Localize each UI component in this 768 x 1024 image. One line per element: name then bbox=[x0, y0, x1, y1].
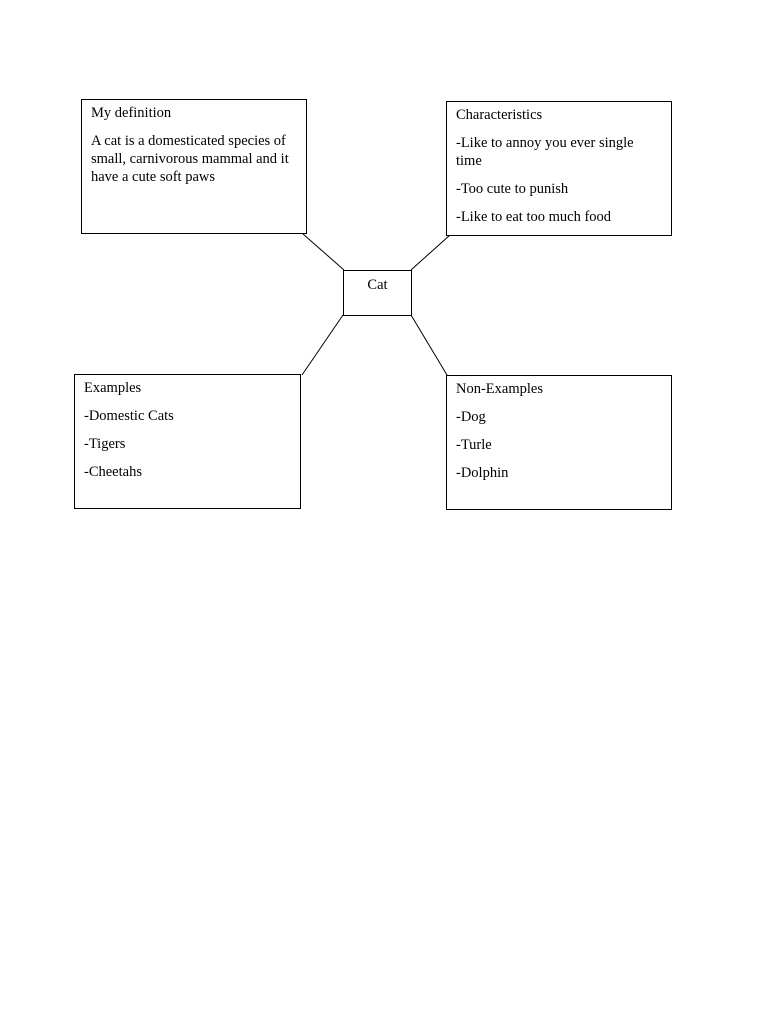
definition-box bbox=[81, 99, 307, 234]
examples-title: Examples bbox=[84, 380, 142, 396]
example-item: -Domestic Cats bbox=[84, 408, 174, 424]
characteristic-item: -Like to annoy you ever single time bbox=[456, 135, 634, 169]
characteristics-title: Characteristics bbox=[456, 107, 543, 123]
characteristic-item: -Like to eat too much food bbox=[456, 209, 612, 225]
non-example-item: -Dolphin bbox=[456, 465, 509, 481]
example-item: -Tigers bbox=[84, 436, 126, 452]
non-example-item: -Turle bbox=[456, 437, 492, 453]
non-examples-title: Non-Examples bbox=[456, 381, 543, 397]
non-example-item: -Dog bbox=[456, 409, 486, 425]
non-examples-box bbox=[446, 375, 672, 510]
center-concept-label: Cat bbox=[367, 277, 388, 293]
connector-definition bbox=[303, 234, 344, 270]
definition-text: A cat is a domesticated species of small, carnivorous mammal and it have a cute soft paws bbox=[91, 133, 289, 185]
connector-non-examples bbox=[411, 315, 447, 375]
connector-examples bbox=[302, 315, 343, 375]
characteristic-item: -Too cute to punish bbox=[456, 181, 569, 197]
example-item: -Cheetahs bbox=[84, 464, 142, 480]
connector-characteristics bbox=[411, 235, 450, 270]
definition-title: My definition bbox=[91, 105, 172, 121]
characteristics-box bbox=[446, 101, 672, 236]
examples-box bbox=[74, 374, 301, 509]
center-concept-box bbox=[343, 270, 412, 316]
